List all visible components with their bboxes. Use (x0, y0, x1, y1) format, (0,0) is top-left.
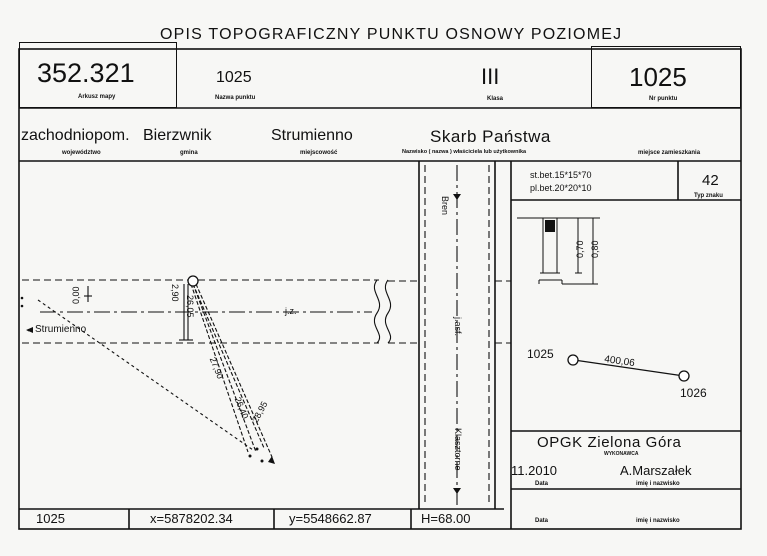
sheet-number: 352.321 (37, 58, 135, 88)
jasf-label: j.asf. (453, 317, 463, 337)
contractor-person-label: imię i nazwisko (636, 481, 680, 487)
footer-point: 1025 (36, 511, 65, 526)
measure-26-40: 26,40 (232, 395, 251, 421)
measure-0-00: 0,00 (71, 286, 81, 304)
bearing-from: 1025 (527, 347, 554, 361)
marker-type-label: Typ znaku (694, 193, 723, 199)
bren-label: Bren (440, 196, 450, 216)
bearing-distance: 400,06 (603, 354, 636, 370)
page-title: OPIS TOPOGRAFICZNY PUNKTU OSNOWY POZIOMEJ (160, 26, 623, 43)
locality: Strumienno (271, 127, 353, 144)
jz-label: j.z. (285, 306, 297, 316)
contractor-date-label: Data (535, 481, 549, 487)
signature-person-label: imię i nazwisko (636, 518, 680, 524)
marker-spec-1: st.bet.15*15*70 (530, 170, 592, 180)
measure-28-95: 28,95 (250, 399, 270, 425)
contractor-person: A.Marszałek (620, 463, 692, 478)
contractor-label: WYKONAWCA (604, 451, 639, 457)
marker-type-value: 42 (702, 172, 719, 189)
owner: Skarb Państwa (430, 127, 551, 146)
sheet-label: Arkusz mapy (78, 94, 116, 100)
contractor-date: 11.2010 (511, 463, 558, 478)
gmina: Bierzwnik (143, 127, 212, 144)
owner-label: Nazwisko ( nazwa ) właściciela lub użytkownika (402, 149, 527, 155)
contractor-name: OPGK Zielona Góra (537, 434, 682, 451)
signature-date-label: Data (535, 518, 549, 524)
gmina-label: gmina (180, 150, 198, 156)
point-class-label: Klasa (487, 96, 504, 102)
point-name-label: Nazwa punktu (215, 95, 256, 101)
marker-dim-1: 0,70 (575, 240, 585, 258)
point-number-label: Nr punktu (649, 96, 678, 102)
residence-label: miejsce zamieszkania (638, 150, 701, 156)
strumienno-label: ←Strumienno (25, 324, 87, 335)
footer-h: H=68.00 (421, 511, 471, 526)
footer-x: x=5878202.34 (150, 511, 233, 526)
voivodeship-label: województwo (62, 150, 101, 156)
bearing-to: 1026 (680, 386, 707, 400)
point-class: III (481, 64, 500, 89)
klasztorne-label: Klasztorne (453, 428, 463, 471)
footer-y: y=5548662.87 (289, 511, 372, 526)
point-name: 1025 (216, 69, 252, 86)
measure-26-05: 26,05 (185, 295, 195, 318)
voivodeship: zachodniopom. (21, 127, 130, 144)
point-number: 1025 (629, 62, 687, 92)
marker-dim-2: 0,80 (590, 240, 600, 258)
measure-2-90: 2,90 (170, 284, 180, 302)
locality-label: miejscowość (300, 150, 338, 156)
measure-27-90: 27,90 (207, 355, 226, 381)
marker-spec-2: pl.bet.20*20*10 (530, 183, 592, 193)
